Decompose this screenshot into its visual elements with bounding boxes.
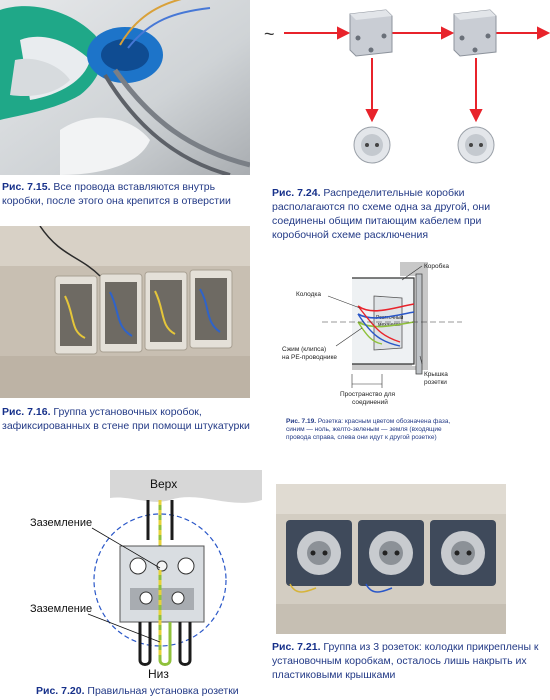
diagram-correct-socket-installation — [0, 470, 262, 682]
caption-text: Группа установочных коробок, зафиксированных в стене при помощи штукатурки — [2, 406, 250, 432]
arrow-head — [538, 28, 548, 38]
label-clamp: на PE-проводнике — [282, 354, 337, 361]
caption-text: Правильная установка розетки — [87, 685, 239, 697]
socket-block — [430, 520, 496, 586]
socket-block — [358, 520, 424, 586]
photo-hands-inserting-wires — [0, 0, 250, 175]
caption-fig-7-24 — [272, 186, 508, 242]
label-ground-top: Заземление — [30, 517, 93, 529]
label-cover: Крышка — [424, 371, 448, 378]
distribution-box-1 — [350, 10, 392, 56]
photo-mounting-boxes-in-wall — [0, 226, 250, 398]
caption-fig-7-15 — [2, 180, 252, 208]
label-space: соединений — [352, 399, 388, 406]
label-block: Колодка — [296, 291, 321, 298]
caption-label: Рис. 7.20. — [36, 685, 85, 697]
label-cover: розетки — [424, 379, 447, 386]
socket-block — [286, 520, 352, 586]
label-box: Коробка — [424, 263, 449, 270]
mechanism-label: механизм — [378, 322, 401, 328]
arrow-head — [442, 28, 452, 38]
label-clamp: Сжим (клипса) — [282, 346, 327, 353]
supply-symbol: ~ — [264, 24, 275, 44]
caption-fig-7-19 — [286, 418, 456, 442]
caption-text: Все провода вставляются внутрь коробки, после этого она крепится в отверстии — [2, 181, 231, 207]
caption-text: Распределительные коробки располагаются по схеме одна за другой, они соединены общим питающим кабелем при коробочной схеме расключения — [272, 187, 491, 241]
caption-fig-7-20 — [36, 684, 256, 698]
distribution-box-2 — [454, 10, 496, 56]
caption-label: Рис. 7.15. — [2, 181, 51, 193]
caption-label: Рис. 7.24. — [272, 187, 321, 199]
caption-label: Рис. 7.19. — [286, 418, 317, 425]
photo-three-sockets — [276, 484, 506, 634]
caption-text: Розетка: красным цветом обозначена фаза, синим — ноль, желто-зеленым — земля (входящие провода справа, слева они идут к другой розетке) — [286, 418, 451, 441]
caption-fig-7-16 — [2, 405, 252, 433]
socket-1 — [354, 127, 390, 163]
arrow-head — [338, 28, 348, 38]
arrow-head — [471, 110, 481, 120]
diagram-distribution-boxes-chain — [262, 0, 550, 175]
arrow-head — [367, 110, 377, 120]
caption-label: Рис. 7.16. — [2, 406, 51, 418]
mechanism-label: Розеточный — [376, 315, 404, 321]
caption-label: Рис. 7.21. — [272, 641, 321, 653]
caption-fig-7-21 — [272, 640, 542, 682]
label-bottom: Низ — [148, 667, 169, 681]
label-space: Пространство для — [340, 391, 396, 398]
label-top: Верх — [150, 477, 178, 491]
caption-text: Группа из 3 розеток: колодки прикреплены к установочным коробкам, осталось лишь накрыть их пластиковыми крышками — [272, 641, 539, 681]
diagram-socket-cross-section — [282, 256, 472, 416]
socket-2 — [458, 127, 494, 163]
label-ground-bottom: Заземление — [30, 603, 93, 615]
